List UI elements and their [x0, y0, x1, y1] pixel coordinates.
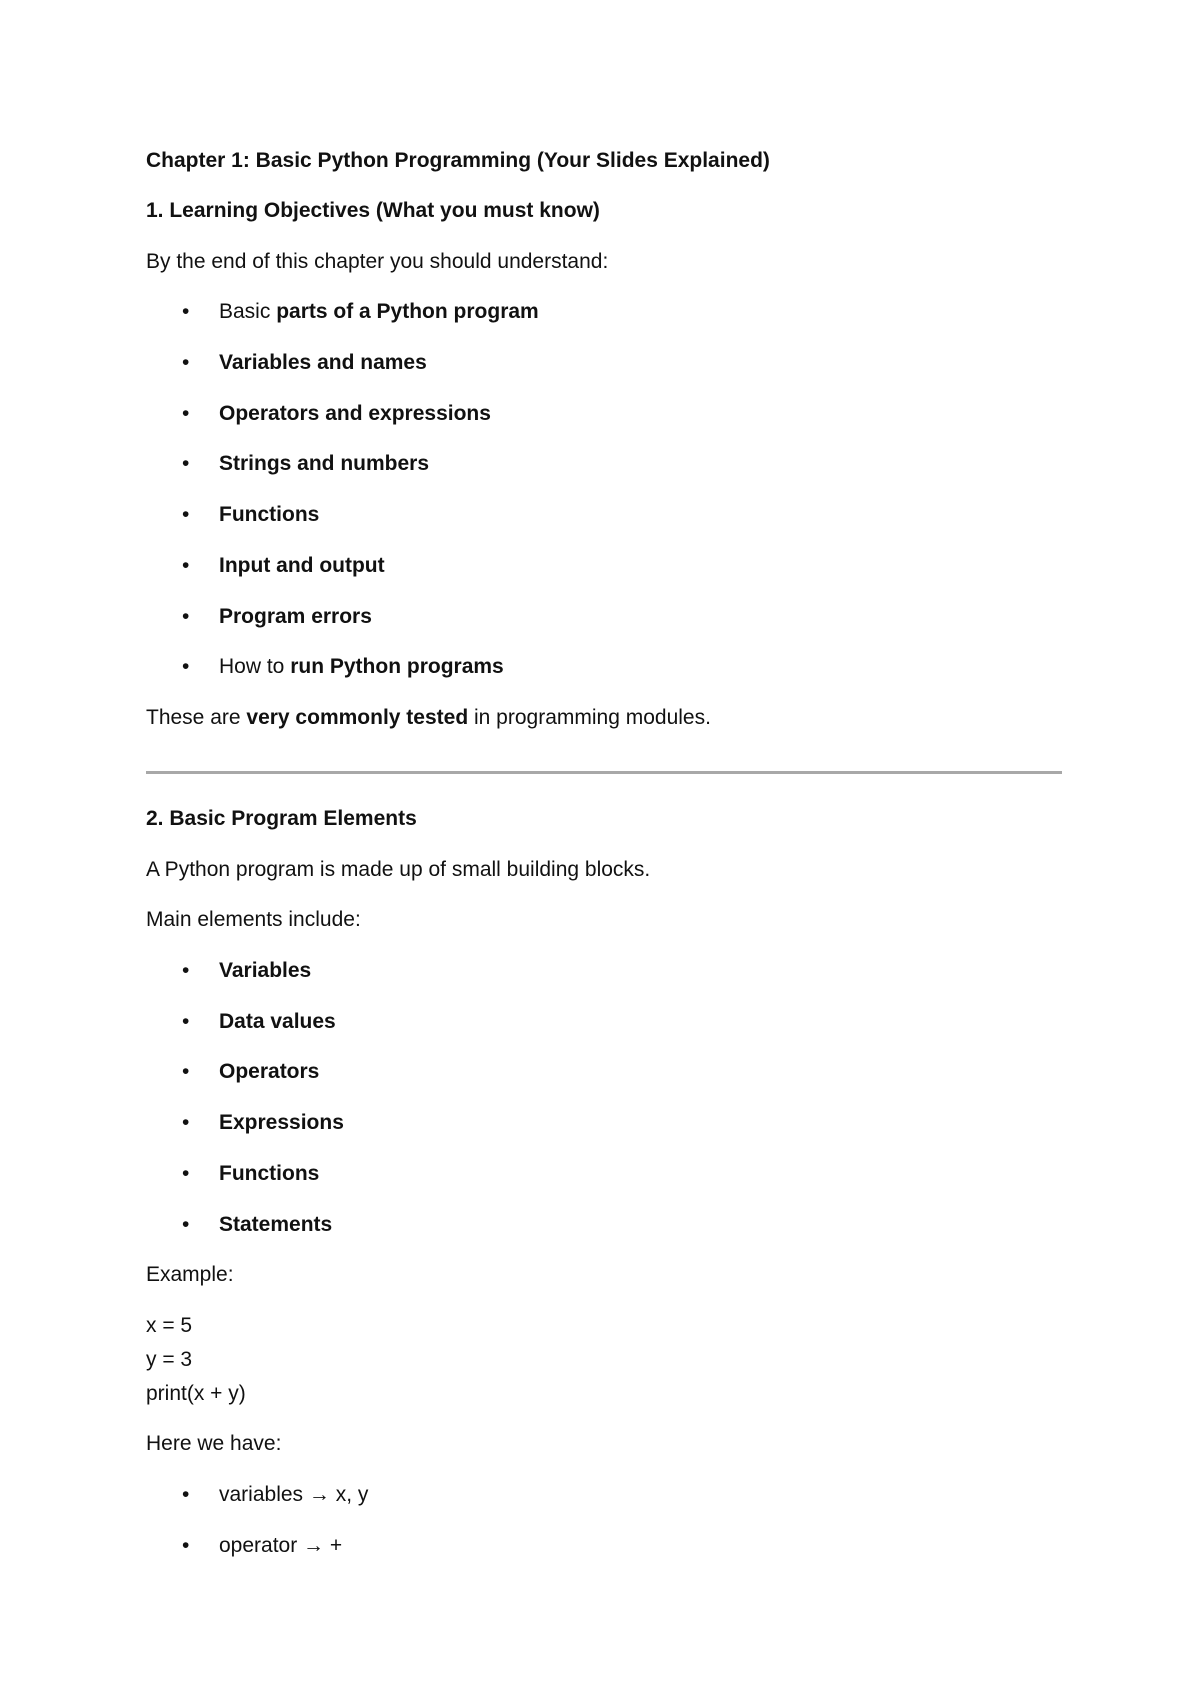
code-line: x = 5: [146, 1314, 193, 1337]
list-item: Program errors: [219, 605, 372, 628]
here-label: Here we have:: [146, 1432, 282, 1455]
section-1-title: 1. Learning Objectives (What you must know): [146, 199, 600, 222]
section-2-intro: A Python program is made up of small building blocks.: [146, 858, 651, 881]
section-2-title: 2. Basic Program Elements: [146, 807, 417, 830]
horizontal-divider: [146, 771, 1062, 774]
bullet-icon: •: [182, 959, 190, 982]
section-1-intro: By the end of this chapter you should understand:: [146, 250, 609, 273]
bullet-icon: •: [182, 452, 190, 475]
list-item: Strings and numbers: [219, 452, 430, 475]
list-item-bold: parts of a Python program: [276, 300, 539, 323]
list-item: variables → x, y: [219, 1483, 369, 1506]
list-item: operator → +: [219, 1534, 343, 1557]
bullet-icon: •: [182, 1010, 190, 1033]
section-2-lead: Main elements include:: [146, 908, 361, 931]
note-pre: These are: [146, 706, 247, 729]
bullet-icon: •: [182, 1111, 190, 1134]
bullet-icon: •: [182, 554, 190, 577]
note-post: in programming modules.: [468, 706, 711, 729]
list-item: Operators: [219, 1060, 320, 1083]
list-item-plain: Basic: [219, 300, 277, 323]
bullet-icon: •: [182, 402, 190, 425]
list-item: Statements: [219, 1213, 333, 1236]
list-item: Input and output: [219, 554, 385, 577]
bullet-icon: •: [182, 503, 190, 526]
list-item: Variables and names: [219, 351, 427, 374]
list-item: Functions: [219, 1162, 320, 1185]
list-item: Operators and expressions: [219, 402, 491, 425]
code-line: y = 3: [146, 1348, 193, 1371]
code-line: print(x + y): [146, 1382, 246, 1405]
list-item-plain: How to: [219, 655, 291, 678]
bullet-icon: •: [182, 300, 190, 323]
section-1-note: [146, 704, 711, 732]
bullet-icon: •: [182, 605, 190, 628]
list-item: Data values: [219, 1010, 336, 1033]
example-label: Example:: [146, 1263, 234, 1286]
list-item-bold: run Python programs: [290, 655, 504, 678]
list-item: Functions: [219, 503, 320, 526]
bullet-icon: •: [182, 1483, 190, 1506]
bullet-icon: •: [182, 655, 190, 678]
note-bold: very commonly tested: [246, 706, 469, 729]
chapter-heading: Chapter 1: Basic Python Programming (Your Slides Explained): [146, 149, 770, 172]
bullet-icon: •: [182, 1534, 190, 1557]
list-item: Variables: [219, 959, 312, 982]
bullet-icon: •: [182, 351, 190, 374]
list-item: Expressions: [219, 1111, 344, 1134]
list-item: [219, 298, 539, 326]
bullet-icon: •: [182, 1060, 190, 1083]
bullet-icon: •: [182, 1213, 190, 1236]
bullet-icon: •: [182, 1162, 190, 1185]
list-item: [219, 653, 504, 681]
